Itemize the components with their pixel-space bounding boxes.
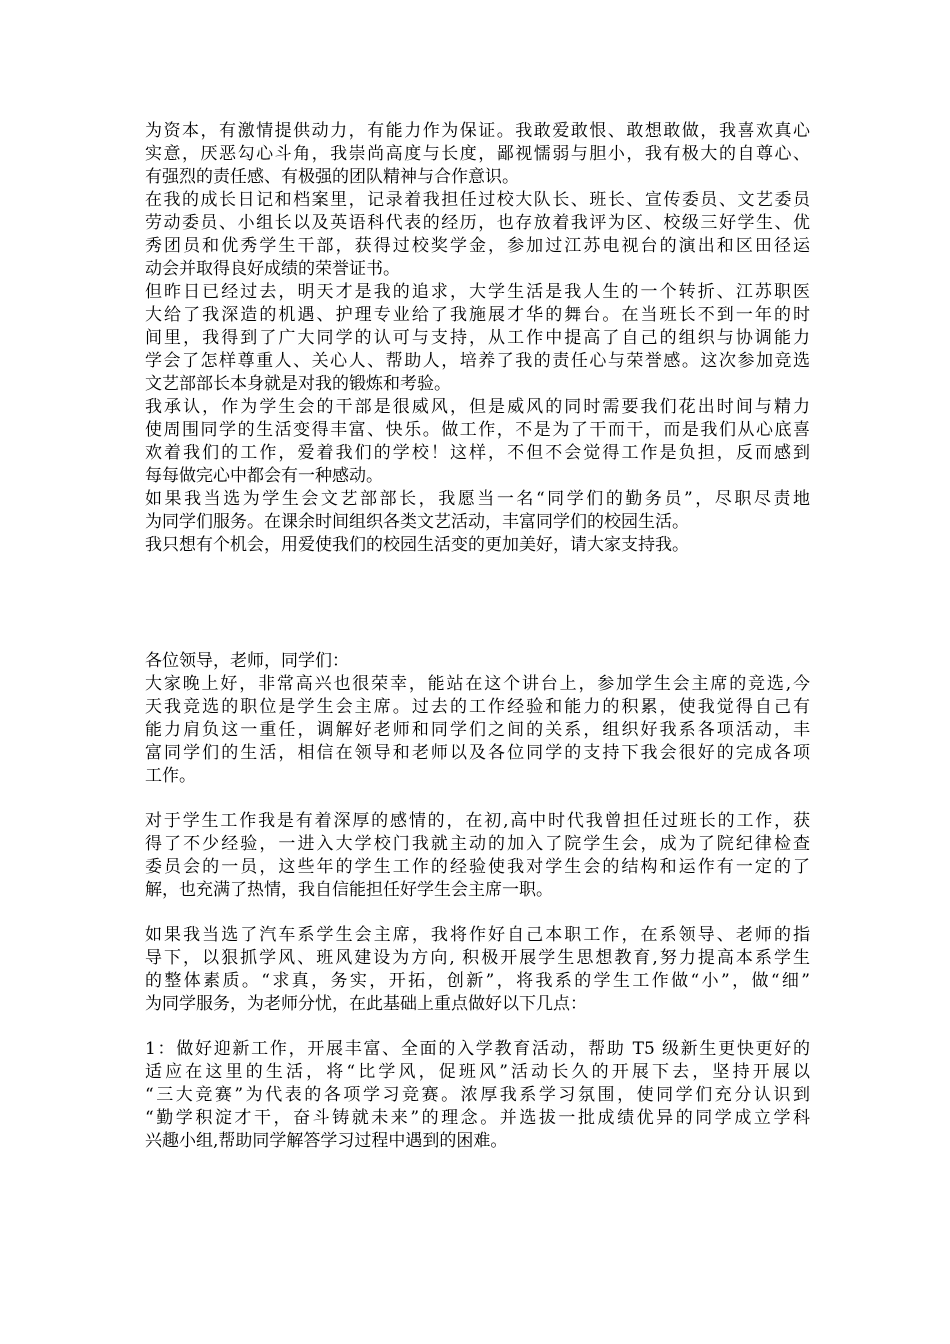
- text-line: “勤学积淀才干，奋斗铸就未来”的理念。并选拔一批成绩优异的同学成立学科: [145, 1108, 810, 1128]
- text-line: 为同学服务，为老师分忧，在此基础上重点做好以下几点：: [145, 994, 587, 1014]
- text-line: 间里，我得到了广大同学的认可与支持，从工作中提高了自己的组织与协调能力: [145, 328, 810, 348]
- text-line: 使周围同学的生活变得丰富、快乐。做工作，不是为了干而干，而是我们从心底喜: [145, 420, 810, 440]
- text-line: 解，也充满了热情，我自信能担任好学生会主席一职。: [145, 880, 553, 900]
- text-line: 大给了我深造的机遇、护理专业给了我施展才华的舞台。在当班长不到一年的时: [145, 305, 810, 325]
- text-line: 适应在这里的生活，将“比学风，促班风”活动长久的开展下去，坚持开展以: [145, 1062, 810, 1082]
- text-line: “三大竞赛”为代表的各项学习竞赛。浓厚我系学习氛围，使同学们充分认识到: [145, 1085, 810, 1105]
- paragraph-spacer: [145, 902, 810, 924]
- paragraph: [145, 924, 810, 1016]
- text-line: 每每做完心中都会有一种感动。: [145, 466, 383, 486]
- text-line: 实意，厌恶勾心斗角，我崇尚高度与长度，鄙视懦弱与胆小，我有极大的自尊心、: [145, 144, 810, 164]
- paragraph: [145, 281, 810, 396]
- text-line: 但昨日已经过去，明天才是我的追求，大学生活是我人生的一个转折、江苏职医: [145, 282, 810, 302]
- text-line: 对于学生工作我是有着深厚的感情的，在初,高中时代我曾担任过班长的工作，获: [145, 811, 810, 831]
- text-line: 得了不少经验，一进入大学校门我就主动的加入了院学生会，成为了院纪律检查: [145, 834, 810, 854]
- text-line: 工作。: [145, 766, 196, 786]
- paragraph-spacer: [145, 788, 810, 810]
- paragraph: [145, 396, 810, 488]
- section-candidacy-literary: [145, 120, 810, 557]
- paragraph: [145, 120, 810, 189]
- text-line: 有强烈的责任感、有极强的团队精神与合作意识。: [145, 167, 519, 187]
- paragraph: [145, 1038, 810, 1153]
- text-line: 在我的成长日记和档案里，记录着我担任过校大队长、班长、宣传委员、文艺委员: [145, 190, 810, 210]
- text-line: 天我竞选的职位是学生会主席。过去的工作经验和能力的积累，使我觉得自己有: [145, 697, 810, 717]
- text-line: 秀团员和优秀学生干部，获得过校奖学金，参加过江苏电视台的演出和区田径运: [145, 236, 810, 256]
- greeting: 各位领导，老师，同学们：: [145, 651, 349, 671]
- text-line: 为同学们服务。在课余时间组织各类文艺活动，丰富同学们的校园生活。: [145, 512, 689, 532]
- paragraph: [145, 673, 810, 788]
- text-line: 欢着我们的工作，爱着我们的学校！这样，不但不会觉得工作是负担，反而感到: [145, 443, 810, 463]
- text-line: 如果我当选为学生会文艺部部长，我愿当一名“同学们的勤务员”，尽职尽责地: [145, 489, 810, 509]
- text-line: 如果我当选了汽车系学生会主席，我将作好自己本职工作，在系领导、老师的指: [145, 925, 810, 945]
- paragraph: [145, 488, 810, 534]
- text-line: 为资本，有激情提供动力，有能力作为保证。我敢爱敢恨、敢想敢做，我喜欢真心: [145, 121, 810, 141]
- section-candidacy-president: [145, 650, 810, 1153]
- paragraph: [145, 534, 810, 557]
- text-line: 1：做好迎新工作，开展丰富、全面的入学教育活动，帮助 T5 级新生更快更好的: [145, 1039, 810, 1059]
- text-line: 动会并取得良好成绩的荣誉证书。: [145, 259, 400, 279]
- text-line: 我只想有个机会，用爱使我们的校园生活变的更加美好，请大家支持我。: [145, 535, 689, 555]
- text-line: 学会了怎样尊重人、关心人、帮助人，培养了我的责任心与荣誉感。这次参加竞选: [145, 351, 810, 371]
- text-line: 导下，以狠抓学风、班风建设为方向, 积极开展学生思想教育,努力提高本系学生: [145, 948, 810, 968]
- text-line: 委员会的一员，这些年的学生工作的经验使我对学生会的结构和运作有一定的了: [145, 857, 810, 877]
- text-line: 富同学们的生活，相信在领导和老师以及各位同学的支持下我会很好的完成各项: [145, 743, 810, 763]
- text-line: 大家晚上好，非常高兴也很荣幸，能站在这个讲台上，参加学生会主席的竞选,今: [145, 674, 810, 694]
- text-line: 的整体素质。“求真，务实，开拓，创新”，将我系的学生工作做“小”，做“细”: [145, 971, 810, 991]
- paragraph-spacer: [145, 1016, 810, 1038]
- text-line: 文艺部部长本身就是对我的锻炼和考验。: [145, 374, 451, 394]
- text-line: 劳动委员、小组长以及英语科代表的经历，也存放着我评为区、校级三好学生、优: [145, 213, 810, 233]
- paragraph: [145, 810, 810, 902]
- paragraph: [145, 189, 810, 281]
- text-line: 能力肩负这一重任，调解好老师和同学们之间的关系，组织好我系各项活动，丰: [145, 720, 810, 740]
- text-line: 我承认，作为学生会的干部是很威风，但是威风的同时需要我们花出时间与精力: [145, 397, 810, 417]
- text-line: 兴趣小组,帮助同学解答学习过程中遇到的困难。: [145, 1131, 508, 1151]
